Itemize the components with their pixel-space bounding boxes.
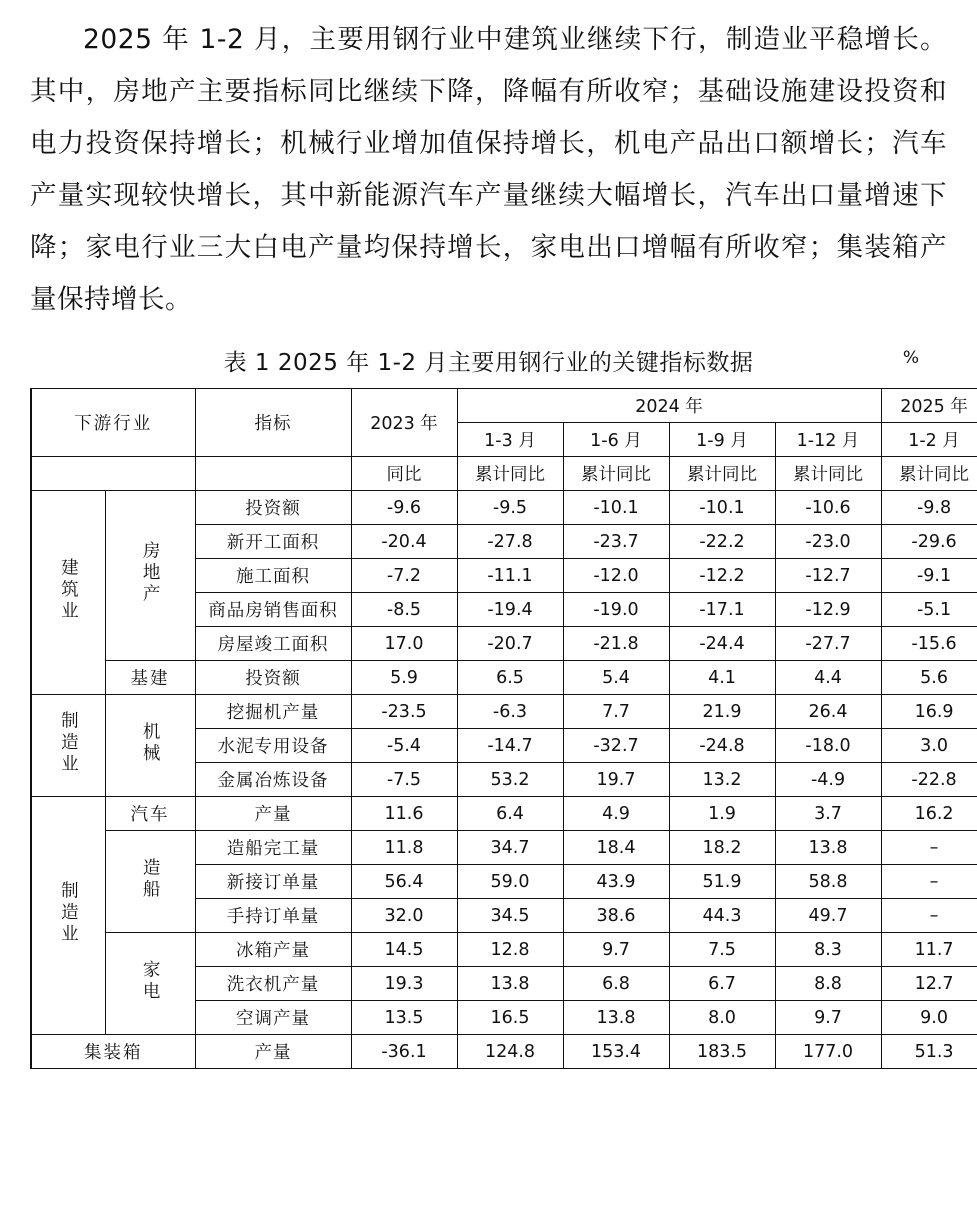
value-cell: 12.8 [457, 933, 563, 967]
value-cell: 13.5 [351, 1001, 457, 1035]
header-blank-2 [195, 457, 351, 491]
value-cell: – [881, 865, 977, 899]
indicator-cell: 施工面积 [195, 559, 351, 593]
value-cell: -12.9 [775, 593, 881, 627]
header-sub-3: 累计同比 [669, 457, 775, 491]
body-paragraph: 2025 年 1-2 月，主要用钢行业中建筑业继续下行，制造业平稳增长。其中，房地产主要指标同比继续下降，降幅有所收窄；基础设施建设投资和电力投资保持增长；机械行业增加值保持增长，机电产品出口额增长；汽车产量实现较快增长，其中新能源汽车产量继续大幅增长，汽车出口量增速下降；家电行业三大白电产量均保持增长，家电出口增幅有所收窄；集装箱产量保持增长。 [30, 24, 947, 315]
indicator-cell: 洗衣机产量 [195, 967, 351, 1001]
header-period-3: 1-9 月 [669, 423, 775, 457]
sector-label: 制造业 [58, 710, 79, 776]
header-year-2025: 2025 年 [881, 389, 977, 423]
value-cell: 19.7 [563, 763, 669, 797]
value-cell: 56.4 [351, 865, 457, 899]
value-cell: -23.5 [351, 695, 457, 729]
table-row [31, 797, 977, 831]
table-caption-text: 表 1 2025 年 1-2 月主要用钢行业的关键指标数据 [223, 350, 754, 376]
value-cell: 124.8 [457, 1035, 563, 1069]
value-cell: -9.1 [881, 559, 977, 593]
value-cell: -9.5 [457, 491, 563, 525]
value-cell: 13.8 [775, 831, 881, 865]
sector-cell-construction [31, 491, 105, 695]
value-cell: 9.7 [563, 933, 669, 967]
value-cell: 34.7 [457, 831, 563, 865]
header-sub-2: 累计同比 [563, 457, 669, 491]
header-year-2024: 2024 年 [457, 389, 881, 423]
value-cell: 16.2 [881, 797, 977, 831]
indicator-cell: 产量 [195, 797, 351, 831]
value-cell: 5.9 [351, 661, 457, 695]
value-cell: 53.2 [457, 763, 563, 797]
header-year-2023: 2023 年 [351, 389, 457, 457]
value-cell: 59.0 [457, 865, 563, 899]
value-cell: -22.8 [881, 763, 977, 797]
value-cell: 58.8 [775, 865, 881, 899]
subgroup-cell-infrastructure: 基建 [105, 661, 195, 695]
indicator-cell: 空调产量 [195, 1001, 351, 1035]
value-cell: 4.4 [775, 661, 881, 695]
value-cell: 7.7 [563, 695, 669, 729]
subgroup-label: 机械 [140, 721, 161, 765]
value-cell: -23.0 [775, 525, 881, 559]
value-cell: 183.5 [669, 1035, 775, 1069]
subgroup-cell-auto: 汽车 [105, 797, 195, 831]
value-cell: -23.7 [563, 525, 669, 559]
value-cell: -15.6 [881, 627, 977, 661]
indicator-cell: 水泥专用设备 [195, 729, 351, 763]
value-cell: 18.4 [563, 831, 669, 865]
value-cell: 8.3 [775, 933, 881, 967]
value-cell: 3.0 [881, 729, 977, 763]
value-cell: 11.8 [351, 831, 457, 865]
header-sub-5: 累计同比 [881, 457, 977, 491]
value-cell: 6.5 [457, 661, 563, 695]
header-row-1 [31, 389, 977, 423]
value-cell: 7.5 [669, 933, 775, 967]
value-cell: -12.0 [563, 559, 669, 593]
value-cell: 44.3 [669, 899, 775, 933]
value-cell: -21.8 [563, 627, 669, 661]
value-cell: -12.7 [775, 559, 881, 593]
indicator-cell: 挖掘机产量 [195, 695, 351, 729]
value-cell: 8.0 [669, 1001, 775, 1035]
value-cell: -27.7 [775, 627, 881, 661]
value-cell: -36.1 [351, 1035, 457, 1069]
table-caption [30, 344, 947, 378]
value-cell: -32.7 [563, 729, 669, 763]
indicator-cell: 金属冶炼设备 [195, 763, 351, 797]
value-cell: 11.6 [351, 797, 457, 831]
value-cell: -24.8 [669, 729, 775, 763]
value-cell: 9.7 [775, 1001, 881, 1035]
value-cell: 9.0 [881, 1001, 977, 1035]
value-cell: -29.6 [881, 525, 977, 559]
subgroup-label: 造船 [140, 857, 161, 901]
indicator-cell: 投资额 [195, 491, 351, 525]
table-row [31, 831, 977, 865]
value-cell: -18.0 [775, 729, 881, 763]
header-indicator: 指标 [195, 389, 351, 457]
value-cell: 6.7 [669, 967, 775, 1001]
header-period-1: 1-3 月 [457, 423, 563, 457]
indicator-cell: 产量 [195, 1035, 351, 1069]
indicator-cell: 冰箱产量 [195, 933, 351, 967]
value-cell: 11.7 [881, 933, 977, 967]
value-cell: 6.8 [563, 967, 669, 1001]
sector-cell-manufacturing-1 [31, 695, 105, 797]
value-cell: -24.4 [669, 627, 775, 661]
value-cell: -10.1 [563, 491, 669, 525]
header-period-4: 1-12 月 [775, 423, 881, 457]
value-cell: 18.2 [669, 831, 775, 865]
value-cell: 13.2 [669, 763, 775, 797]
value-cell: 4.9 [563, 797, 669, 831]
value-cell: -9.8 [881, 491, 977, 525]
value-cell: 16.9 [881, 695, 977, 729]
value-cell: -27.8 [457, 525, 563, 559]
sector-label: 建筑业 [58, 557, 79, 623]
subgroup-label: 家电 [140, 959, 161, 1003]
value-cell: -19.0 [563, 593, 669, 627]
indicator-cell: 投资额 [195, 661, 351, 695]
indicator-cell: 商品房销售面积 [195, 593, 351, 627]
table-row [31, 661, 977, 695]
value-cell: -20.4 [351, 525, 457, 559]
value-cell: – [881, 899, 977, 933]
sector-cell-manufacturing-2 [31, 797, 105, 1035]
value-cell: -4.9 [775, 763, 881, 797]
value-cell: -7.2 [351, 559, 457, 593]
value-cell: 6.4 [457, 797, 563, 831]
value-cell: 17.0 [351, 627, 457, 661]
table-row [31, 1035, 977, 1069]
header-period-5: 1-2 月 [881, 423, 977, 457]
header-row-3 [31, 457, 977, 491]
value-cell: 34.5 [457, 899, 563, 933]
value-cell: 26.4 [775, 695, 881, 729]
table-head [31, 389, 977, 491]
value-cell: -22.2 [669, 525, 775, 559]
value-cell: -19.4 [457, 593, 563, 627]
value-cell: -14.7 [457, 729, 563, 763]
value-cell: 19.3 [351, 967, 457, 1001]
value-cell: 5.6 [881, 661, 977, 695]
subgroup-cell-appliances [105, 933, 195, 1035]
value-cell: 13.8 [457, 967, 563, 1001]
value-cell: 13.8 [563, 1001, 669, 1035]
value-cell: 49.7 [775, 899, 881, 933]
value-cell: 38.6 [563, 899, 669, 933]
value-cell: 51.9 [669, 865, 775, 899]
value-cell: 16.5 [457, 1001, 563, 1035]
header-sector: 下游行业 [31, 389, 195, 457]
value-cell: 4.1 [669, 661, 775, 695]
value-cell: 5.4 [563, 661, 669, 695]
subgroup-label: 房地产 [140, 540, 161, 606]
indicator-cell: 新开工面积 [195, 525, 351, 559]
header-sub-4: 累计同比 [775, 457, 881, 491]
value-cell: -10.1 [669, 491, 775, 525]
value-cell: 1.9 [669, 797, 775, 831]
indicator-cell: 手持订单量 [195, 899, 351, 933]
value-cell: -11.1 [457, 559, 563, 593]
header-sub-2023: 同比 [351, 457, 457, 491]
subgroup-cell-machinery [105, 695, 195, 797]
table-row [31, 491, 977, 525]
table-row [31, 933, 977, 967]
value-cell: -10.6 [775, 491, 881, 525]
key-indicators-table [30, 388, 977, 1069]
value-cell: 21.9 [669, 695, 775, 729]
header-period-2: 1-6 月 [563, 423, 669, 457]
value-cell: 32.0 [351, 899, 457, 933]
value-cell: 12.7 [881, 967, 977, 1001]
indicator-cell: 造船完工量 [195, 831, 351, 865]
value-cell: -5.4 [351, 729, 457, 763]
table-unit-label: % [902, 348, 919, 368]
value-cell: -6.3 [457, 695, 563, 729]
table-row [31, 695, 977, 729]
value-cell: 43.9 [563, 865, 669, 899]
value-cell: -5.1 [881, 593, 977, 627]
subgroup-cell-realestate [105, 491, 195, 661]
subgroup-cell-shipbuilding [105, 831, 195, 933]
value-cell: 14.5 [351, 933, 457, 967]
value-cell: -8.5 [351, 593, 457, 627]
value-cell: -12.2 [669, 559, 775, 593]
value-cell: -17.1 [669, 593, 775, 627]
header-blank-1 [31, 457, 195, 491]
value-cell: 51.3 [881, 1035, 977, 1069]
value-cell: – [881, 831, 977, 865]
value-cell: 3.7 [775, 797, 881, 831]
sector-label: 制造业 [58, 880, 79, 946]
value-cell: 177.0 [775, 1035, 881, 1069]
indicator-cell: 房屋竣工面积 [195, 627, 351, 661]
indicator-cell: 新接订单量 [195, 865, 351, 899]
subgroup-cell-container: 集装箱 [31, 1035, 195, 1069]
value-cell: 8.8 [775, 967, 881, 1001]
value-cell: 153.4 [563, 1035, 669, 1069]
value-cell: -7.5 [351, 763, 457, 797]
value-cell: -9.6 [351, 491, 457, 525]
value-cell: -20.7 [457, 627, 563, 661]
header-sub-1: 累计同比 [457, 457, 563, 491]
table-body [31, 491, 977, 1069]
